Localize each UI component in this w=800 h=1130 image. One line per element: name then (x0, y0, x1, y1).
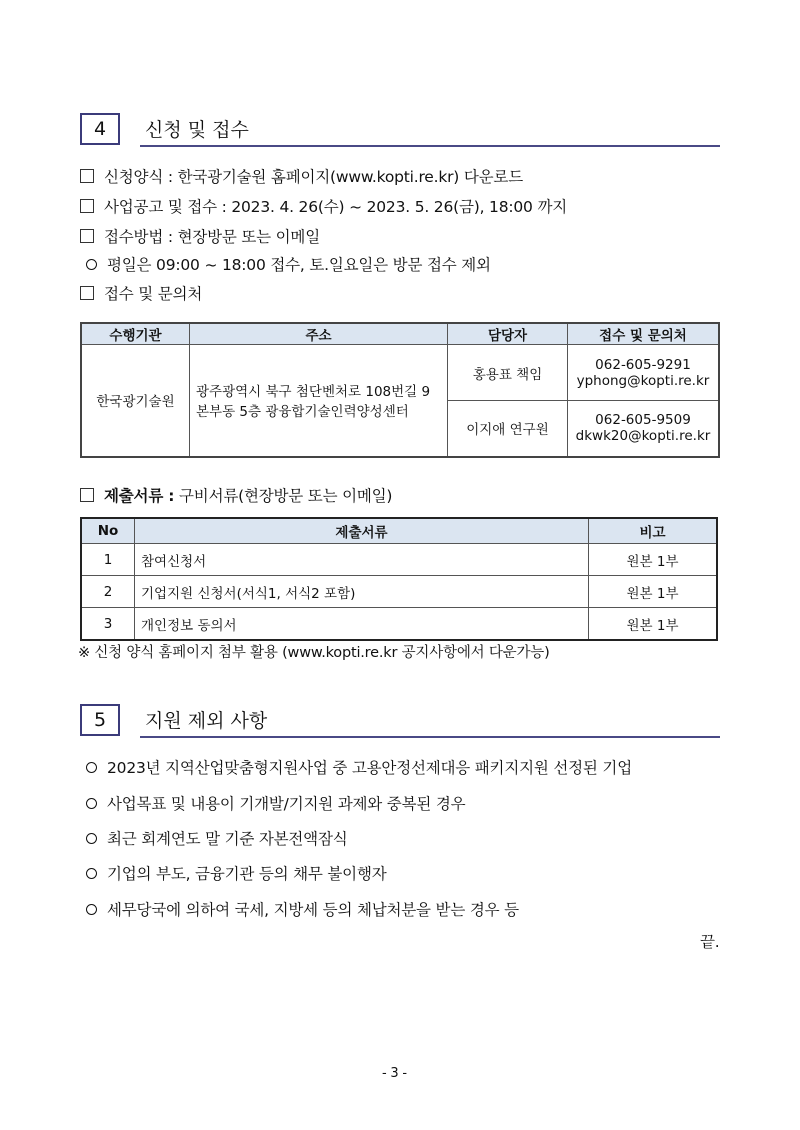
note: ※ 신청 양식 홈페이지 첨부 활용 (www.kopti.re.kr 공지사항에서 다운가능) (78, 645, 550, 661)
section-title: 지원 제외 사항 (145, 710, 268, 732)
cell: 원본 1부 (589, 544, 718, 576)
item-text: 신청양식 : 한국광기술원 홈페이지(www.kopti.re.kr) 다운로드 (104, 168, 523, 186)
list-item (86, 756, 632, 778)
list-item (80, 195, 567, 217)
section-number-box (80, 113, 120, 145)
cell: 1 (81, 544, 135, 576)
table-row (81, 608, 717, 641)
table-header-row (81, 518, 717, 544)
section-title: 신청 및 접수 (145, 119, 249, 141)
contact-name: 홍용표 책임 (448, 345, 568, 401)
square-bullet-icon (80, 286, 94, 300)
square-bullet-icon (80, 199, 94, 213)
cell: 원본 1부 (589, 576, 718, 608)
circle-bullet-icon (86, 259, 97, 270)
circle-bullet-icon (86, 904, 97, 915)
header-cell: 수행기관 (81, 323, 190, 345)
header-cell: 비고 (589, 518, 718, 544)
circle-bullet-icon (86, 868, 97, 879)
square-bullet-icon (80, 488, 94, 502)
address-line: 광주광역시 북구 첨단벤처로 108번길 9 (196, 384, 431, 401)
item-text: 세무당국에 의하여 국세, 지방세 등의 체납처분을 받는 경우 등 (107, 901, 519, 919)
list-item (86, 827, 348, 849)
section-number-box (80, 704, 120, 736)
contact-info (568, 401, 720, 457)
docs-heading-rest: 구비서류(현장방문 또는 이메일) (179, 487, 393, 505)
item-text: 기업의 부도, 금융기관 등의 채무 불이행자 (107, 865, 387, 883)
phone: 062-605-9291 (595, 356, 691, 373)
list-item (86, 898, 519, 920)
docs-heading (80, 484, 392, 506)
square-bullet-icon (80, 169, 94, 183)
header-cell: 접수 및 문의처 (568, 323, 720, 345)
address-line: 본부동 5층 광융합기술인력양성센터 (196, 404, 409, 421)
section-underline (140, 736, 720, 738)
end-mark: 끝. (700, 933, 720, 951)
cell: 3 (81, 608, 135, 641)
table-header-row (81, 323, 719, 345)
section-number: 5 (93, 709, 107, 731)
phone: 062-605-9509 (595, 412, 691, 429)
item-text: 2023년 지역산업맞춤형지원사업 중 고용안정선제대응 패키지지원 선정된 기업 (107, 759, 632, 777)
cell: 참여신청서 (135, 544, 589, 576)
contact-table (80, 322, 720, 458)
list-item (86, 792, 465, 814)
header-cell: 담당자 (448, 323, 568, 345)
circle-bullet-icon (86, 833, 97, 844)
header-cell: No (81, 518, 135, 544)
circle-bullet-icon (86, 762, 97, 773)
table-row (81, 544, 717, 576)
docs-heading-bold: 제출서류 : (104, 487, 175, 505)
page-number: - 3 - (382, 1066, 407, 1081)
square-bullet-icon (80, 229, 94, 243)
contact-name: 이지애 연구원 (448, 401, 568, 457)
section-underline (140, 145, 720, 147)
cell: 개인정보 동의서 (135, 608, 589, 641)
list-item (80, 282, 202, 304)
docs-table (80, 517, 718, 641)
cell: 원본 1부 (589, 608, 718, 641)
table-row (81, 345, 719, 401)
list-item (80, 165, 523, 187)
list-item (86, 862, 387, 884)
table-row (81, 576, 717, 608)
org-cell: 한국광기술원 (81, 345, 190, 457)
cell: 기업지원 신청서(서식1, 서식2 포함) (135, 576, 589, 608)
email: yphong@kopti.re.kr (576, 372, 710, 389)
item-text: 접수 및 문의처 (104, 285, 203, 303)
header-cell: 주소 (190, 323, 448, 345)
section-number: 4 (93, 118, 107, 140)
item-text: 사업목표 및 내용이 기개발/기지원 과제와 중복된 경우 (107, 795, 466, 813)
item-text: 사업공고 및 접수 : 2023. 4. 26(수) ~ 2023. 5. 26(금), 18:00 까지 (104, 198, 567, 216)
header-cell: 제출서류 (135, 518, 589, 544)
email: dkwk20@kopti.re.kr (575, 428, 711, 445)
cell: 2 (81, 576, 135, 608)
item-text: 최근 회계연도 말 기준 자본전액잠식 (107, 830, 348, 848)
address-cell (190, 345, 448, 457)
list-item (80, 225, 320, 247)
item-text: 평일은 09:00 ~ 18:00 접수, 토.일요일은 방문 접수 제외 (107, 256, 491, 274)
circle-bullet-icon (86, 798, 97, 809)
contact-info (568, 345, 720, 401)
sub-list-item (86, 253, 491, 275)
item-text: 접수방법 : 현장방문 또는 이메일 (104, 228, 320, 246)
